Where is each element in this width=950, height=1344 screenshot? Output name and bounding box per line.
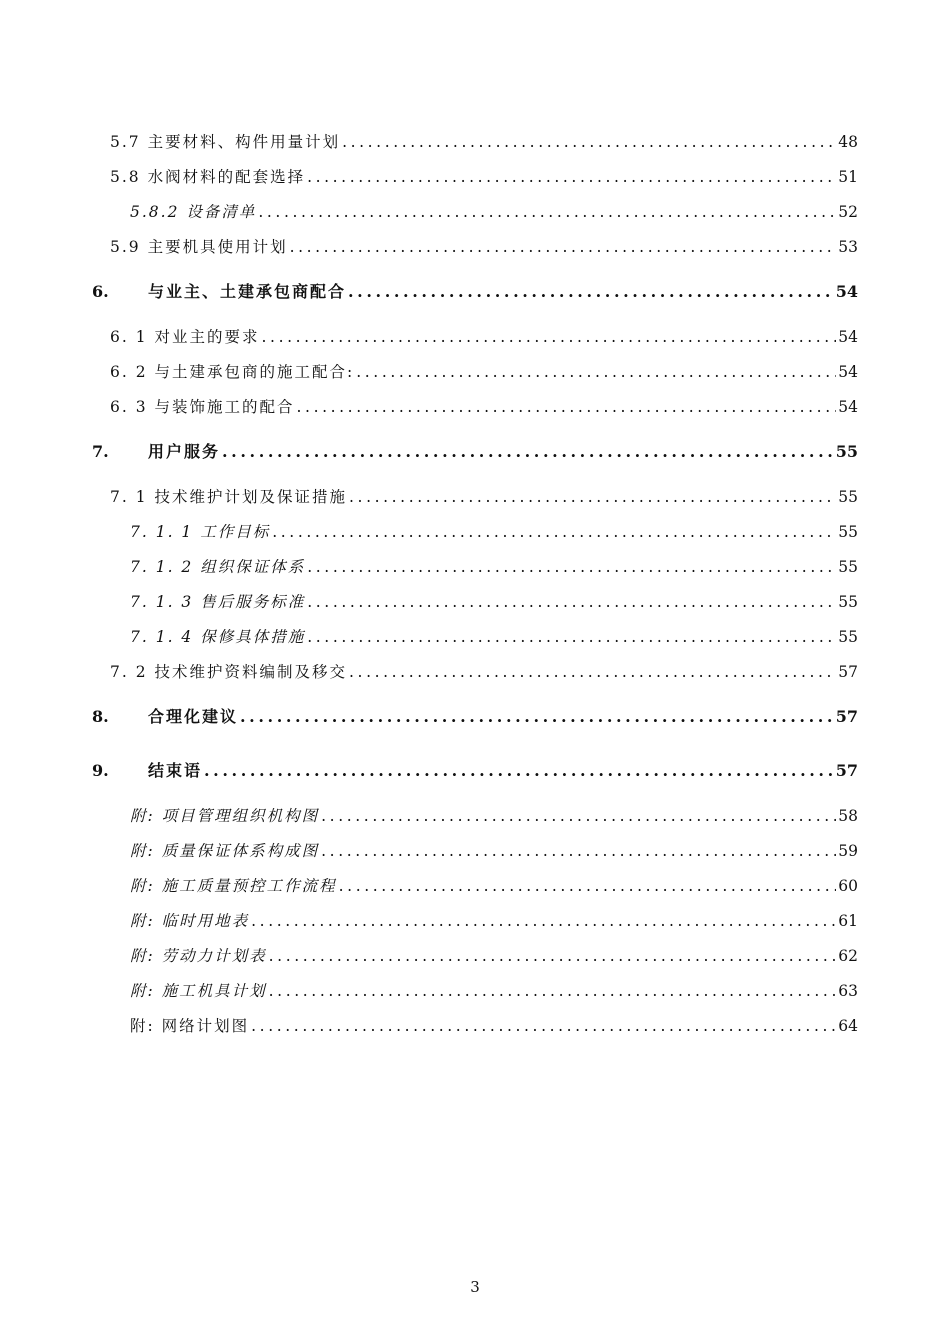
toc-leader-dots (290, 237, 837, 257)
toc-entry-label: 5.9 主要机具使用计划 (110, 238, 288, 256)
toc-entry-page: 54 (838, 363, 858, 381)
toc-chapter-label: 结束语 (148, 761, 203, 780)
toc-entry-label: 7. 2 技术维护资料编制及移交 (110, 663, 348, 681)
toc-chapter-page: 54 (835, 282, 858, 301)
toc-leader-dots (297, 397, 837, 417)
toc-appendix-page: 58 (838, 807, 858, 825)
toc-entry-label: 6. 2 与土建承包商的施工配合: (110, 363, 355, 381)
toc-entry-page: 51 (838, 168, 858, 186)
toc-chapter-page: 55 (835, 442, 858, 461)
toc-entry-page: 52 (838, 203, 858, 221)
toc-entry-page: 53 (838, 238, 858, 256)
toc-appendix-page: 61 (838, 912, 858, 930)
toc-leader-dots (251, 911, 836, 931)
toc-chapter-page: 57 (835, 761, 858, 780)
toc-entry[interactable] (110, 126, 858, 152)
toc-leader-dots (339, 876, 837, 896)
toc-leader-dots (258, 202, 836, 222)
toc-leader-dots (204, 761, 834, 781)
toc-entry-label: 7. 1. 2 组织保证体系 (130, 558, 306, 576)
toc-appendix-label: 附: 项目管理组织机构图 (130, 807, 320, 825)
toc-entry[interactable] (110, 356, 858, 382)
toc-appendix[interactable] (130, 800, 858, 826)
toc-chapter[interactable] (92, 436, 858, 462)
toc-appendix-page: 59 (838, 842, 858, 860)
toc-entry-label: 5.7 主要材料、构件用量计划 (110, 133, 341, 151)
toc-leader-dots (262, 327, 837, 347)
toc-entry[interactable] (110, 391, 858, 417)
toc-leader-dots (307, 167, 836, 187)
toc-chapter-number: 6. (92, 282, 109, 301)
toc-chapter-label: 合理化建议 (148, 707, 239, 726)
toc-leader-dots (342, 132, 836, 152)
page-number: 3 (470, 1278, 480, 1296)
toc-entry-label: 7. 1. 1 工作目标 (130, 523, 271, 541)
toc-entry-page: 54 (838, 398, 858, 416)
toc-entry-page: 55 (838, 558, 858, 576)
toc-leader-dots (269, 946, 837, 966)
toc-entry[interactable] (130, 196, 858, 222)
toc-entry-label: 7. 1. 4 保修具体措施 (130, 628, 306, 646)
toc-chapter-number: 9. (92, 761, 109, 780)
toc-chapter-page: 57 (835, 707, 858, 726)
toc-appendix-page: 63 (838, 982, 858, 1000)
toc-leader-dots (321, 841, 836, 861)
toc-appendix-page: 60 (838, 877, 858, 895)
toc-entry-page: 55 (838, 628, 858, 646)
toc-appendix[interactable] (130, 975, 858, 1001)
toc-entry-page: 54 (838, 328, 858, 346)
toc-chapter-label: 用户服务 (148, 442, 221, 461)
toc-chapter[interactable] (92, 276, 858, 302)
toc-entry[interactable] (110, 481, 858, 507)
toc-entry-label: 5.8.2 设备清单 (130, 203, 257, 221)
toc-appendix[interactable] (130, 835, 858, 861)
toc-entry[interactable] (110, 161, 858, 187)
toc-entry-label: 7. 1. 3 售后服务标准 (130, 593, 306, 611)
toc-chapter-label: 与业主、土建承包商配合 (148, 282, 347, 301)
toc-chapter[interactable] (92, 755, 858, 781)
toc-leader-dots (356, 362, 836, 382)
toc-leader-dots (269, 981, 837, 1001)
toc-entry[interactable] (130, 551, 858, 577)
toc-entry[interactable] (130, 586, 858, 612)
toc-entry-label: 6. 3 与装饰施工的配合 (110, 398, 295, 416)
toc-entry[interactable] (130, 516, 858, 542)
toc-appendix[interactable] (130, 1010, 858, 1036)
toc-leader-dots (251, 1016, 836, 1036)
toc-entry-page: 48 (838, 133, 858, 151)
toc-entry-label: 5.8 水阀材料的配套选择 (110, 168, 306, 186)
toc-entry[interactable] (110, 231, 858, 257)
toc-leader-dots (348, 282, 834, 302)
toc-appendix-page: 62 (838, 947, 858, 965)
toc-appendix-label: 附: 劳动力计划表 (130, 947, 267, 965)
toc-entry[interactable] (110, 656, 858, 682)
toc-leader-dots (307, 557, 836, 577)
toc-appendix[interactable] (130, 905, 858, 931)
toc-leader-dots (349, 662, 836, 682)
toc-appendix-page: 64 (838, 1017, 858, 1035)
toc-leader-dots (307, 592, 836, 612)
toc-entry-page: 55 (838, 488, 858, 506)
toc-leader-dots (272, 522, 836, 542)
toc-entry-label: 6. 1 对业主的要求 (110, 328, 260, 346)
toc-entry-page: 55 (838, 523, 858, 541)
toc-appendix[interactable] (130, 870, 858, 896)
toc-chapter-number: 7. (92, 442, 109, 461)
toc-leader-dots (307, 627, 836, 647)
toc-leader-dots (349, 487, 836, 507)
toc-appendix-label: 附: 施工机具计划 (130, 982, 267, 1000)
toc-leader-dots (240, 707, 834, 727)
toc-leader-dots (222, 442, 834, 462)
toc-chapter[interactable] (92, 701, 858, 727)
toc-appendix-label: 附: 临时用地表 (130, 912, 250, 930)
toc-appendix-label: 附: 网络计划图 (130, 1017, 250, 1035)
toc-chapter-number: 8. (92, 707, 109, 726)
toc-appendix-label: 附: 施工质量预控工作流程 (130, 877, 337, 895)
toc-appendix-label: 附: 质量保证体系构成图 (130, 842, 320, 860)
toc-entry[interactable] (130, 621, 858, 647)
toc-entry-page: 55 (838, 593, 858, 611)
toc-entry[interactable] (110, 321, 858, 347)
toc-entry-label: 7. 1 技术维护计划及保证措施 (110, 488, 348, 506)
toc-appendix[interactable] (130, 940, 858, 966)
toc-entry-page: 57 (838, 663, 858, 681)
toc-leader-dots (321, 806, 836, 826)
